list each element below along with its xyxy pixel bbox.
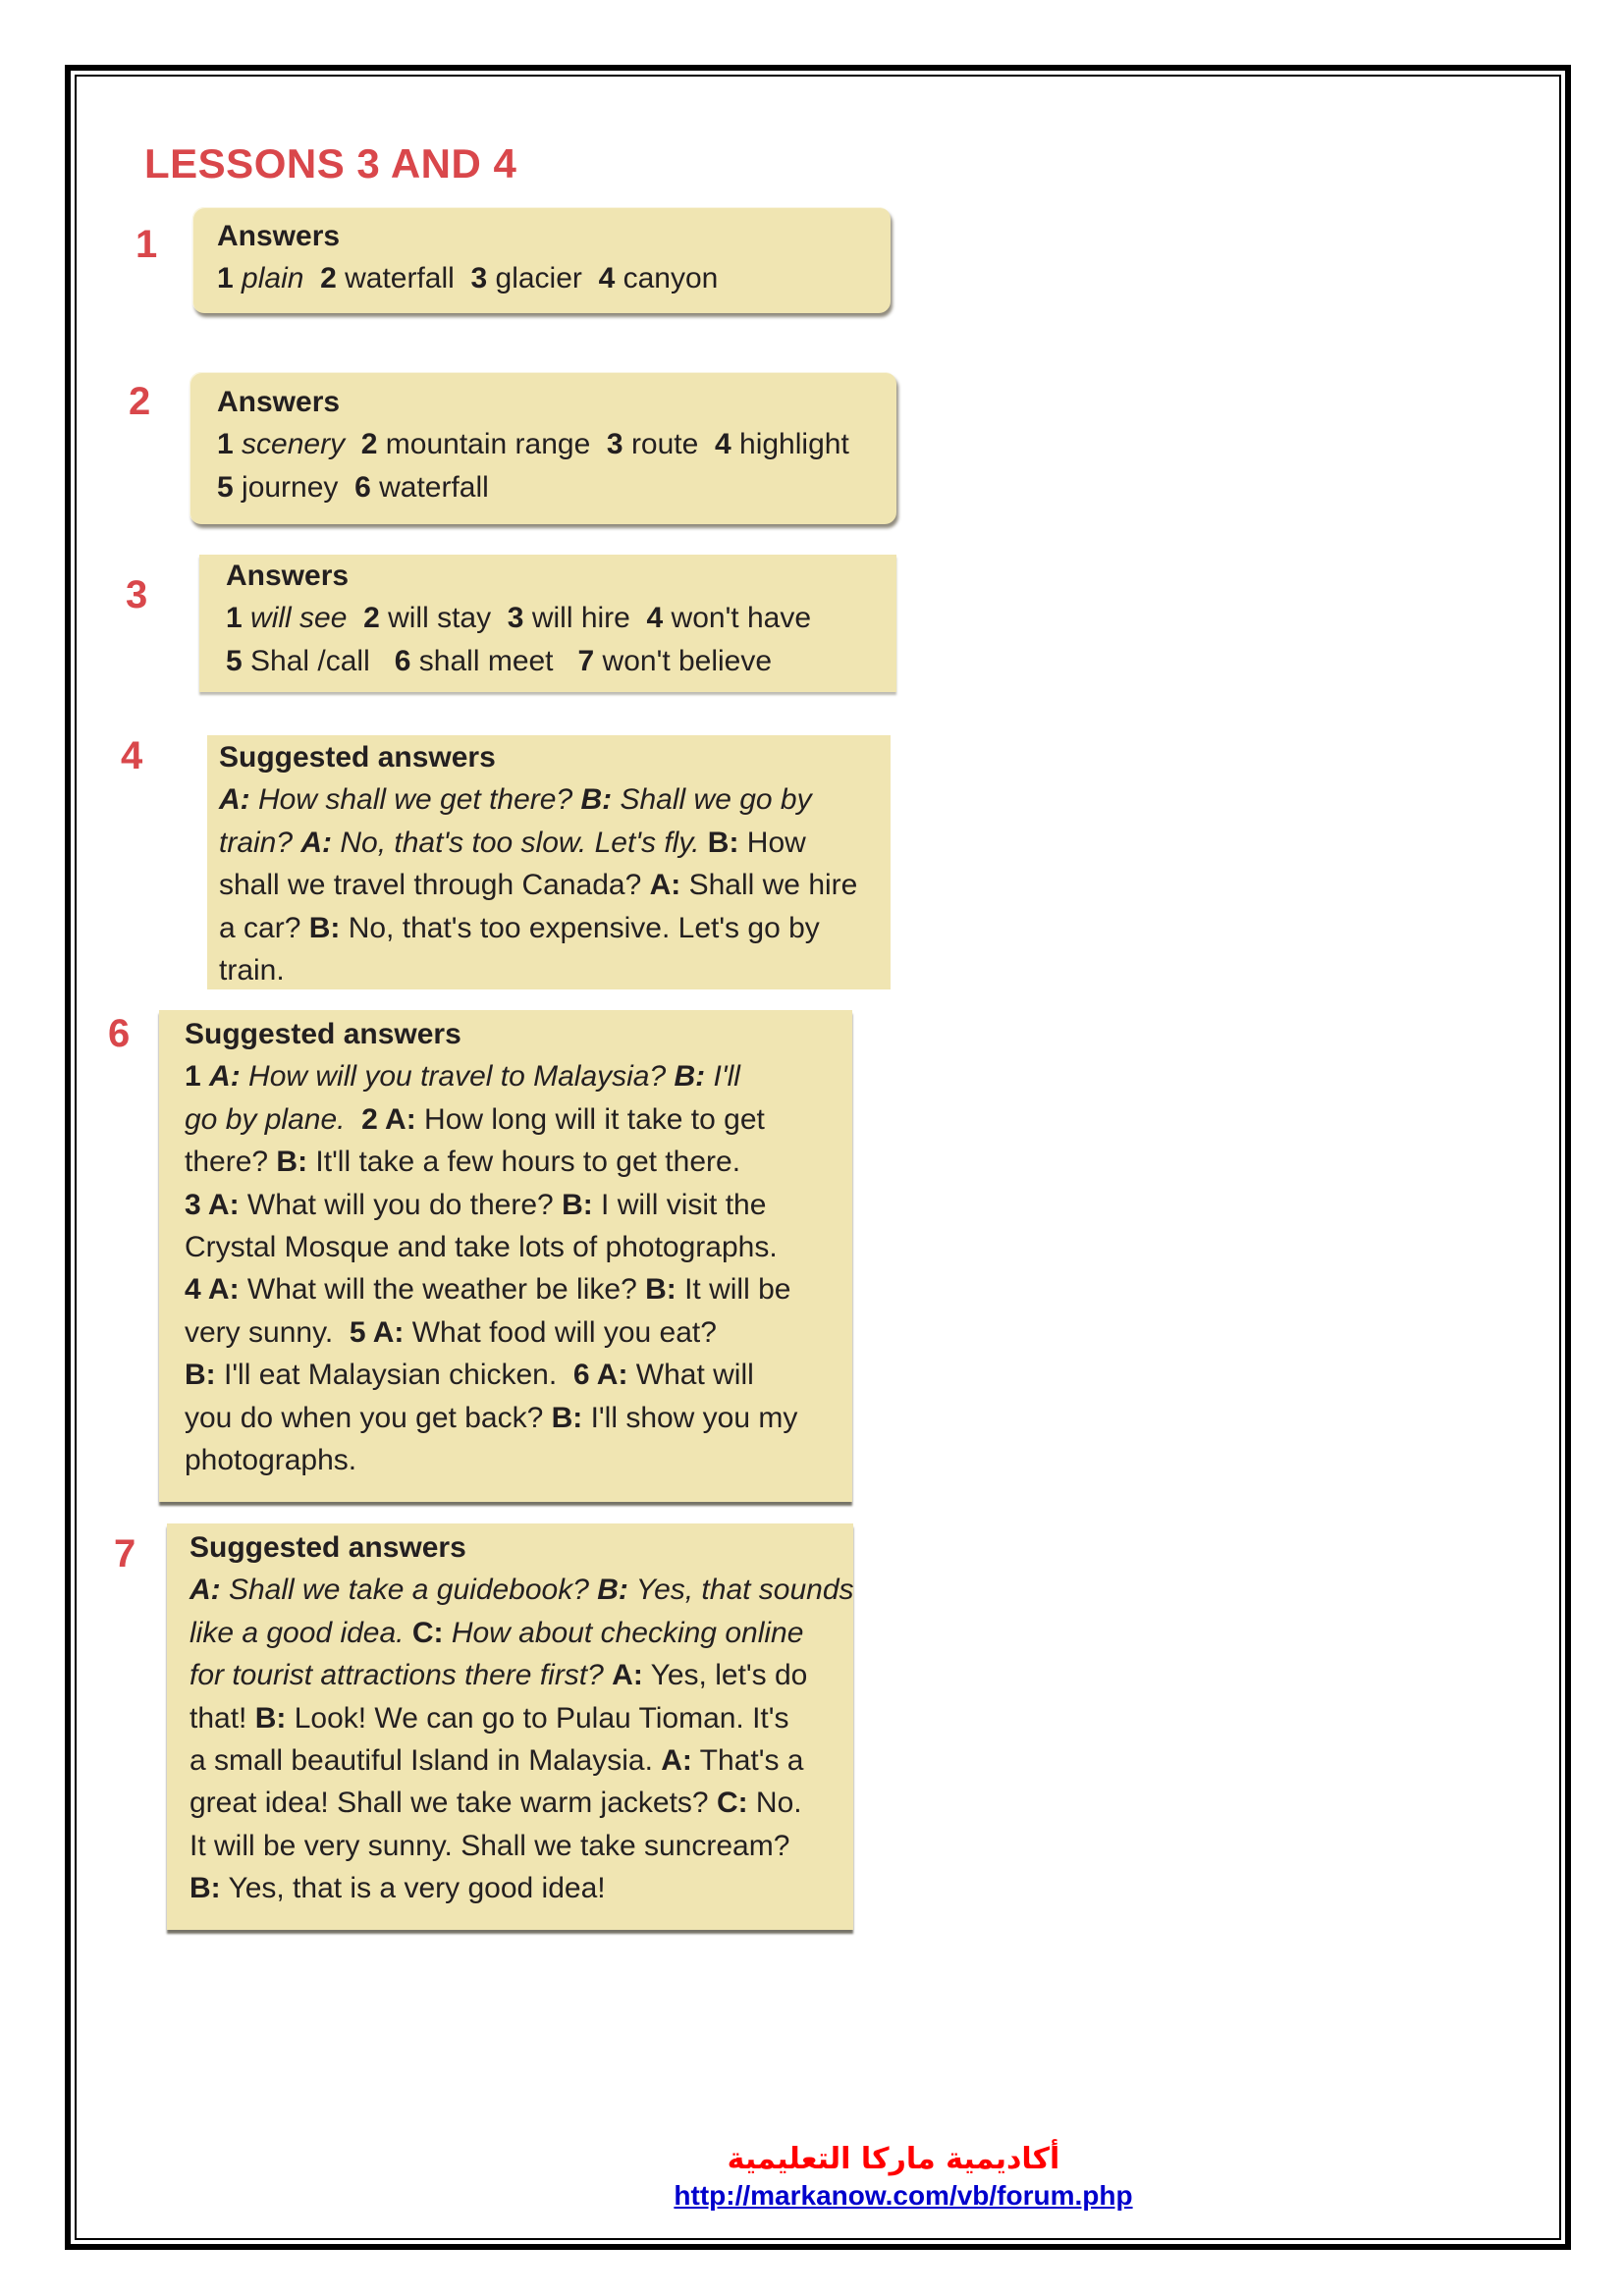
answer-text-segment: canyon <box>615 262 719 295</box>
exercise-number: 6 <box>108 1012 131 1055</box>
answer-label: 5 A: <box>349 1315 405 1349</box>
exercise-number: 2 <box>129 380 151 423</box>
answer-label: B: <box>597 1574 628 1607</box>
answer-text-segment: waterfall <box>370 470 489 504</box>
answer-text-segment: What will you do there? <box>239 1188 563 1221</box>
answer-line <box>185 1268 852 1310</box>
answer-text-segment: route <box>623 428 715 461</box>
lesson-title: LESSONS 3 AND 4 <box>144 140 517 187</box>
answer-label: 6 A: <box>572 1359 628 1392</box>
answer-text-segment: mountain range <box>377 428 607 461</box>
answer-text-segment: train. <box>219 954 285 988</box>
answer-label: 1 <box>185 1060 210 1094</box>
answer-text <box>217 423 896 508</box>
answer-label: 2 <box>320 262 337 295</box>
answer-line <box>185 1354 852 1396</box>
answer-label: 3 <box>606 428 623 461</box>
answer-text-segment: Shall we take a guidebook? <box>220 1574 598 1607</box>
answer-text-segment: shall meet <box>410 644 578 677</box>
answer-label: 6 <box>394 644 411 677</box>
answer-line <box>185 1226 852 1268</box>
answer-line <box>185 1397 852 1439</box>
answer-label: 4 <box>646 602 664 635</box>
answer-text-segment: No. <box>747 1787 802 1820</box>
answer-text-segment: Yes, let's do <box>642 1659 808 1692</box>
answer-text-segment: go by plane. <box>185 1102 362 1136</box>
answer-text-segment <box>243 602 250 634</box>
answer-text-segment: No, that's too expensive. Let's go by <box>340 911 820 944</box>
answer-text-segment: a small beautiful Island in Malaysia. <box>189 1744 662 1778</box>
answer-label: 1 <box>217 262 234 295</box>
answer-text-segment: Yes, that is a very good idea! <box>220 1872 606 1905</box>
answer-text-segment: plain <box>242 262 304 295</box>
answer-label: B: <box>551 1401 583 1434</box>
answer-line <box>189 1867 853 1909</box>
answer-box-heading: Answers <box>226 560 350 592</box>
answer-text-segment: you do when you get back? <box>185 1401 552 1434</box>
answer-line <box>189 1569 853 1611</box>
footer-forum-link[interactable]: http://markanow.com/vb/forum.php <box>674 2180 1133 2211</box>
answer-label: 4 <box>715 428 731 461</box>
answer-box-heading: Suggested answers <box>185 1018 461 1050</box>
answer-text-segment: scenery <box>242 428 346 461</box>
answer-label: 3 <box>470 262 488 295</box>
exercise-number: 3 <box>126 573 148 616</box>
answer-text-segment: highlight <box>731 428 849 461</box>
answer-text-segment: glacier <box>487 262 599 295</box>
answer-line <box>185 1311 852 1354</box>
answer-text-segment: journey <box>233 470 355 504</box>
answer-text-segment: train? <box>219 826 301 859</box>
answer-box <box>199 555 896 692</box>
answer-text <box>185 1055 852 1481</box>
answer-text-segment: very sunny. <box>185 1315 350 1349</box>
answer-label: B: <box>707 826 739 859</box>
answer-line <box>217 423 896 465</box>
exercise-number: 7 <box>114 1532 136 1575</box>
answer-label: A: <box>209 1060 241 1094</box>
answer-text-segment: will stay <box>379 602 508 635</box>
answer-label: 2 A: <box>361 1102 416 1136</box>
answer-label: A: <box>189 1574 221 1607</box>
answer-label: C: <box>411 1616 444 1649</box>
answer-text-segment: I'll eat Malaysian chicken. <box>215 1359 573 1392</box>
answer-text-segment: shall we travel through Canada? <box>219 869 650 902</box>
answer-text-segment: No, that's too slow. Let's fly. <box>332 826 708 859</box>
answer-line <box>217 466 896 508</box>
answer-text-segment <box>345 428 361 460</box>
answer-text-segment: waterfall <box>336 262 471 295</box>
answer-text-segment: will hire <box>523 602 647 635</box>
answer-text-segment: What will <box>627 1359 754 1392</box>
answer-text-segment: will see <box>250 602 348 635</box>
answer-line <box>185 1184 852 1226</box>
answer-box-heading: Suggested answers <box>219 741 496 774</box>
answer-text-segment: What will the weather be like? <box>239 1273 646 1307</box>
answer-text-segment: like a good idea. <box>189 1616 412 1649</box>
answer-label: B: <box>254 1701 287 1735</box>
answer-text-segment: Look! We can go to Pulau Tioman. It's <box>286 1701 789 1735</box>
answer-text-segment: Shall we hire <box>680 869 858 902</box>
answer-label: 1 <box>226 602 243 635</box>
answer-label: B: <box>308 911 341 944</box>
answer-label: B: <box>562 1188 593 1221</box>
answer-label: B: <box>645 1273 677 1307</box>
answer-line <box>219 822 891 864</box>
answer-box <box>192 207 891 313</box>
answer-line <box>185 1055 852 1097</box>
answer-label: 2 <box>363 602 380 635</box>
answer-text-segment <box>347 602 363 634</box>
answer-line <box>226 597 896 639</box>
answer-label: A: <box>661 1744 692 1778</box>
answer-text-segment: How shall we get there? <box>249 783 581 817</box>
answer-label: A: <box>612 1659 643 1692</box>
answer-text-segment: Shal /call <box>242 644 395 677</box>
answer-text-segment: Shall we go by <box>612 783 812 817</box>
answer-label: 6 <box>354 470 371 504</box>
answer-text-segment: there? <box>185 1146 277 1179</box>
exercise-number: 4 <box>121 734 143 777</box>
answer-line <box>219 864 891 906</box>
answer-line <box>185 1098 852 1141</box>
answer-box <box>167 1523 853 1930</box>
answer-box-heading: Answers <box>217 386 341 418</box>
answer-line <box>219 778 891 821</box>
answer-label: 1 <box>217 428 234 461</box>
answer-text-segment: for tourist attractions there first? <box>189 1659 613 1692</box>
answer-text-segment: photographs. <box>185 1444 357 1477</box>
answer-text-segment: What food will you eat? <box>404 1315 717 1349</box>
answer-line <box>185 1141 852 1183</box>
answer-text-segment: How will you travel to Malaysia? <box>240 1060 675 1094</box>
answer-label: B: <box>276 1146 308 1179</box>
answer-label: A: <box>649 869 681 902</box>
answer-line <box>219 949 891 991</box>
exercise-number: 1 <box>135 223 158 266</box>
answer-label: 4 A: <box>185 1273 240 1307</box>
footer-link-container <box>648 2179 1159 2213</box>
answer-line <box>189 1654 853 1696</box>
answer-line <box>189 1825 853 1867</box>
answer-line <box>226 640 896 682</box>
answer-text <box>219 778 891 991</box>
answer-text-segment: How long will it take to get <box>415 1102 765 1136</box>
answer-text-segment: How about checking online <box>443 1616 804 1649</box>
answer-label: 3 A: <box>185 1188 240 1221</box>
answer-box <box>207 735 891 989</box>
answer-text-segment: won't have <box>663 602 812 635</box>
answer-text <box>189 1569 853 1909</box>
answer-text-segment: It'll take a few hours to get there. <box>307 1146 741 1179</box>
answer-text-segment <box>303 262 320 294</box>
answer-text-segment: great idea! Shall we take warm jackets? <box>189 1787 717 1820</box>
answer-line <box>219 907 891 949</box>
answer-label: 5 <box>226 644 243 677</box>
answer-text <box>217 257 891 299</box>
answer-text-segment: That's a <box>691 1744 804 1778</box>
answer-text-segment: It will be very sunny. Shall we take suncream? <box>189 1829 790 1862</box>
answer-line <box>189 1782 853 1824</box>
answer-line <box>185 1439 852 1481</box>
answer-text-segment: How <box>738 826 806 859</box>
answer-label: B: <box>185 1359 216 1392</box>
answer-box <box>159 1010 852 1502</box>
answer-label: 2 <box>360 428 378 461</box>
answer-label: 3 <box>507 602 524 635</box>
footer-academy-name: أكاديمية ماركا التعليمية <box>727 2142 1060 2176</box>
answer-text-segment: I will visit the <box>592 1188 767 1221</box>
answer-line <box>189 1739 853 1782</box>
answer-label: 4 <box>598 262 616 295</box>
answer-label: C: <box>716 1787 748 1820</box>
answer-text-segment: won't believe <box>594 644 773 677</box>
answer-label: B: <box>189 1872 221 1905</box>
answer-text-segment: Yes, that sounds <box>627 1574 854 1607</box>
answer-line <box>217 257 891 299</box>
answer-text <box>226 597 896 682</box>
answer-label: B: <box>674 1060 706 1094</box>
answer-text-segment: that! <box>189 1701 255 1735</box>
answer-text-segment <box>234 262 242 294</box>
answer-box-heading: Suggested answers <box>189 1531 466 1564</box>
answer-text-segment: I'll show you my <box>582 1401 798 1434</box>
answer-text-segment: Crystal Mosque and take lots of photographs. <box>185 1231 778 1264</box>
answer-label: 7 <box>577 644 595 677</box>
answer-text-segment <box>234 428 242 460</box>
answer-box <box>189 372 896 524</box>
answer-text-segment: a car? <box>219 911 309 944</box>
answer-box-heading: Answers <box>217 220 341 252</box>
answer-line <box>189 1697 853 1739</box>
answer-label: A: <box>300 826 333 859</box>
answer-text-segment: I'll <box>705 1060 740 1094</box>
answer-line <box>189 1612 853 1654</box>
answer-label: 5 <box>217 470 234 504</box>
answer-label: A: <box>219 783 250 817</box>
answer-label: B: <box>580 783 613 817</box>
answer-text-segment: It will be <box>676 1273 791 1307</box>
